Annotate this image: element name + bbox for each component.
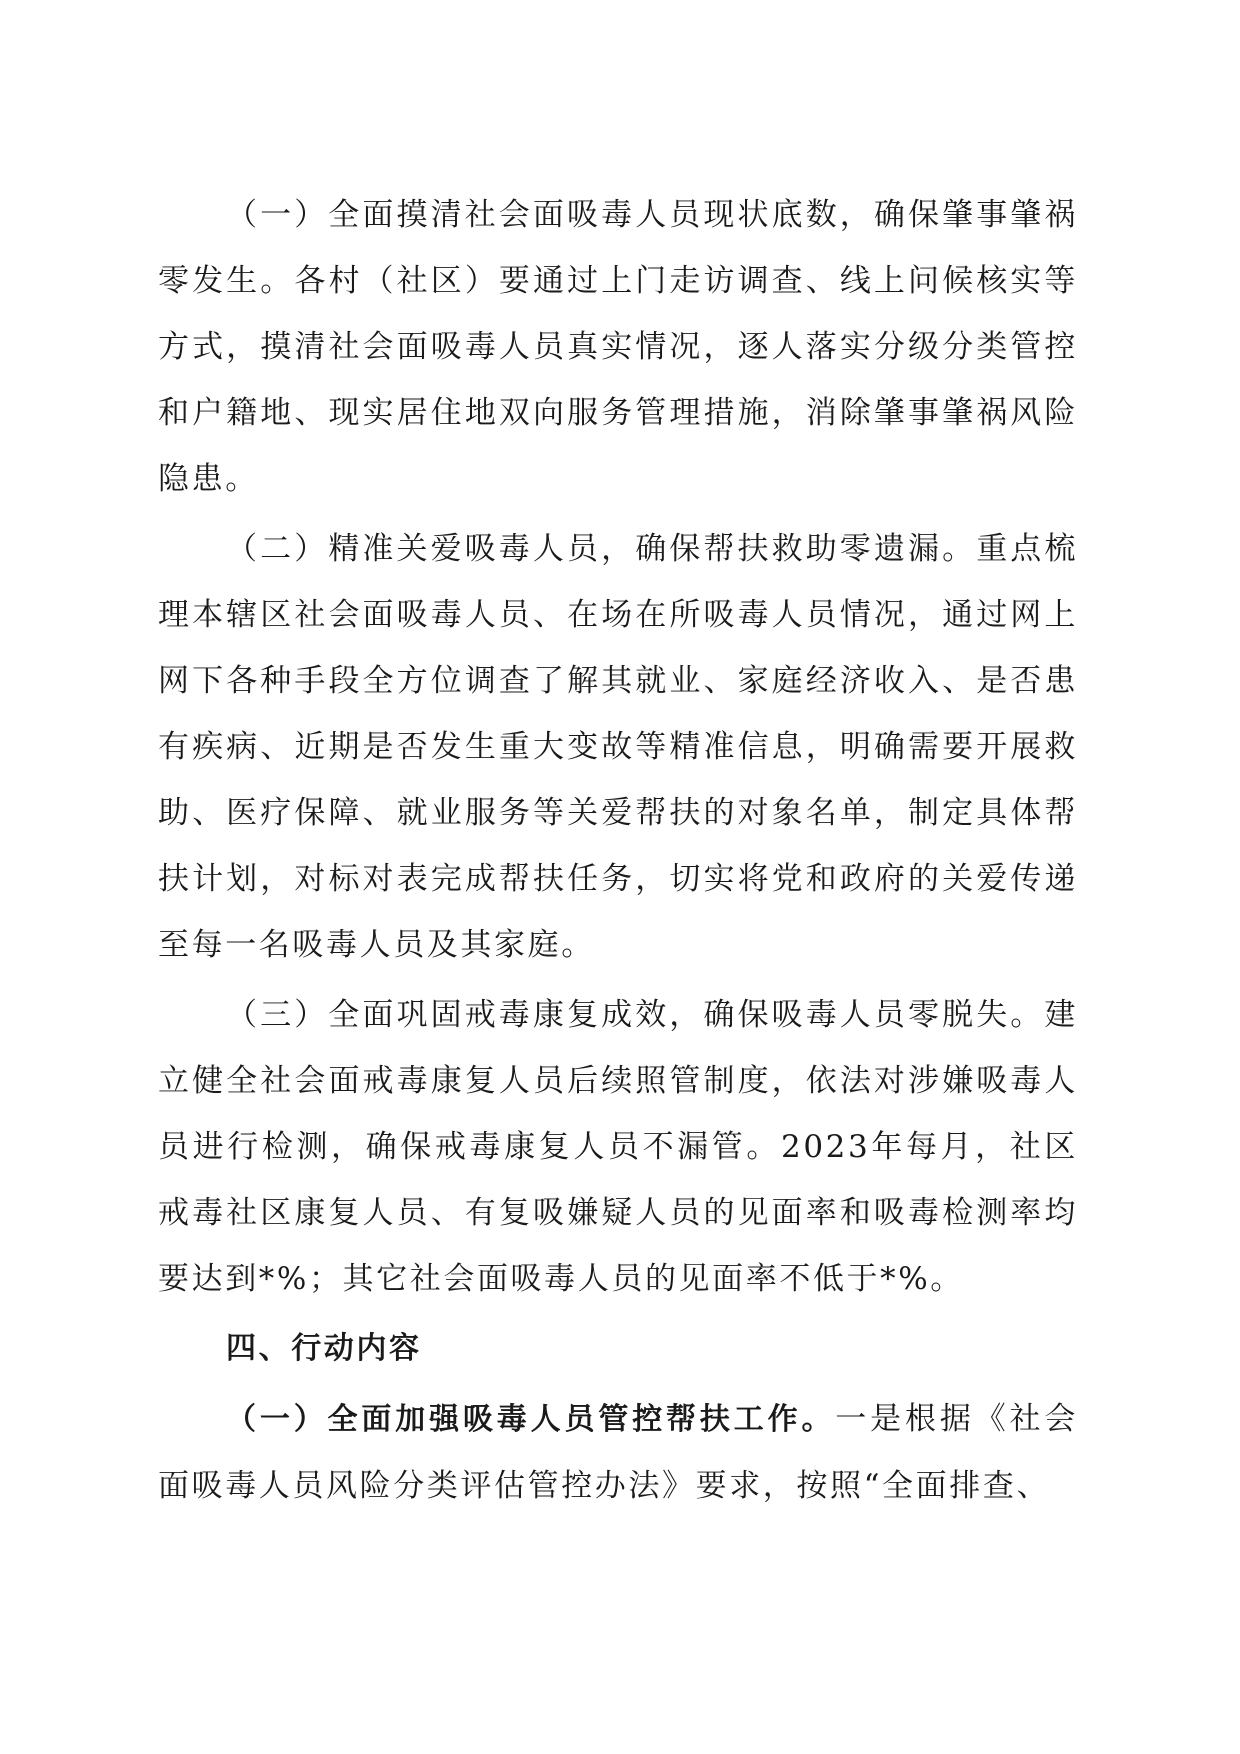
paragraph-2: （二）精准关爱吸毒人员，确保帮扶救助零遗漏。重点梳理本辖区社会面吸毒人员、在场在所吸毒人员情况，通过网上网下各种手段全方位调查了解其就业、家庭经济收入、是否患有疾病、近期是否发生重大变故等精准信息，明确需要开展救助、医疗保障、就业服务等关爱帮扶的对象名单，制定具体帮扶计划，对标对表完成帮扶任务，切实将党和政府的关爱传递至每一名吸毒人员及其家庭。 — [158, 531, 1078, 963]
paragraph-4 — [158, 1386, 1078, 1519]
paragraph-3: （三）全面巩固戒毒康复成效，确保吸毒人员零脱失。建立健全社会面戒毒康复人员后续照管制度，依法对涉嫌吸毒人员进行检测，确保戒毒康复人员不漏管。2023年每月，社区戒毒社区康复人员、有复吸嫌疑人员的见面率和吸毒检测率均要达到*%；其它社会面吸毒人员的见面率不低于*%。 — [158, 997, 1078, 1297]
section-heading: 四、行动内容 — [226, 1331, 422, 1366]
paragraph-4-text: 一是根据《社会面吸毒人员风险分类评估管控办法》要求，按照“全面排查、 — [158, 1401, 1078, 1504]
document-body — [158, 182, 1078, 1523]
paragraph-1: （一）全面摸清社会面吸毒人员现状底数，确保肇事肇祸零发生。各村（社区）要通过上门走访调查、线上问候核实等方式，摸清社会面吸毒人员真实情况，逐人落实分级分类管控和户籍地、现实居住地双向服务管理措施，消除肇事肇祸风险隐患。 — [158, 197, 1078, 497]
paragraph-4-bold-lead: （一）全面加强吸毒人员管控帮扶工作。 — [226, 1402, 836, 1437]
